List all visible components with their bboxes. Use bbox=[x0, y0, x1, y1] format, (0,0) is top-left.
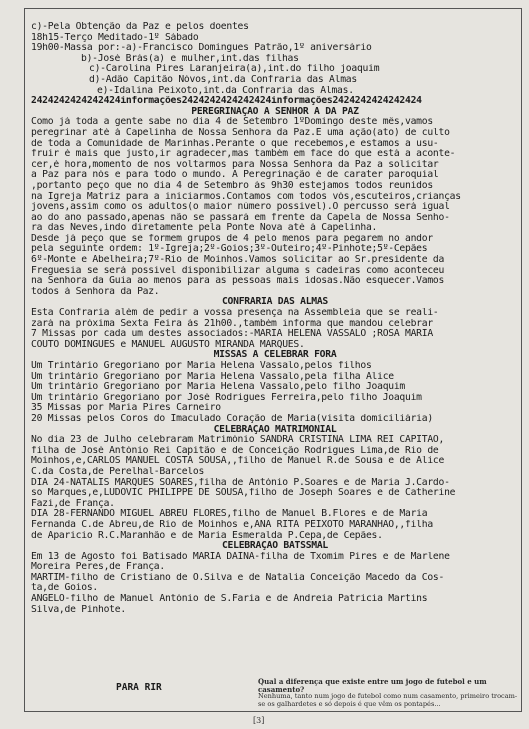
text-line: ANGELO-filho de Manuel António de S.Faria e de Andreia Patricia Martins bbox=[31, 594, 428, 605]
text-line: Em 13 de Agosto foi Batisado MARIA DAINA-filha de Txomim Pires e de Marlene bbox=[31, 551, 450, 562]
text-line: na Senhora da Guia ao menos para as pessoas mais idosas.Não esquecer.Vamos bbox=[31, 276, 445, 287]
text-line: 2424242424242424informações2424242424242424informações2424242424242424 bbox=[31, 96, 422, 107]
text-line: Um trintário Gregoriano por José Rodrigues Ferreira,pelo filho Joaquim bbox=[31, 392, 422, 403]
text-line: COUTO DOMINGUES e MANUEL AUGUSTO MIRANDA MARQUES. bbox=[31, 339, 305, 350]
text-line: Moreira Peres,de França. bbox=[31, 562, 165, 573]
text-line: pela seguinte ordem: 1º-Igreja;2º-Goios;3º-Outeiro;4º-Pinhote;5º-Cepães bbox=[31, 244, 428, 255]
text-line: d)-Adão Capitão Nóvos,int.da Confraria das Almas bbox=[89, 74, 357, 85]
text-line: Silva,de Pinhote. bbox=[31, 604, 126, 615]
text-line: Fazi,de França. bbox=[31, 498, 115, 509]
text-line: 6º-Monte e Abelheira;7º-Rio de Moinhos.Vamos solicitar ao Sr.presidente da bbox=[31, 255, 445, 266]
text-line: de Aparicio R.C.Maranhão e de Maria Esmeralda P.Cepa,de Cepães. bbox=[31, 530, 383, 541]
section-heading: MISSAS A CELEBRAR FORA bbox=[213, 350, 337, 361]
section-heading: PEREGRINAÇÃO À SENHOR A DA PAZ bbox=[191, 106, 359, 117]
text-line: Desde já peço que se formem grupos de 4 pelo menos para pegarem no andor bbox=[31, 233, 433, 244]
text-line: Como já toda a gente sabe no dia 4 de Setembro 1ºDomingo deste mês,vamos bbox=[31, 117, 433, 128]
section-heading: CELEBRAÇÃO BATSSMAL bbox=[221, 541, 329, 552]
section-heading: CONFRARIA DAS ALMAS bbox=[221, 297, 329, 308]
text-line: peregrinar até à Capelinha de Nossa Senhora da Paz.É uma ação(ato) de culto bbox=[31, 127, 450, 138]
joke-question: Qual a diferença que existe entre um jogo de futebol e um casamento? bbox=[258, 677, 487, 694]
text-line: todos à Senhora da Paz. bbox=[31, 286, 160, 297]
text-line: Moinhos,e,CARLOS MANUEL COSTA SOUSA,,filho de Manuel R.de Sousa e de Alice bbox=[31, 456, 445, 467]
text-line: 7 Missas por cada um destes associados:-MARIA HELENA VASSALO ;ROSA MARIA bbox=[31, 329, 433, 340]
text-line: ra das Neves,indo diretamente pela Ponte Nova até à Capelinha. bbox=[31, 223, 378, 234]
text-line: cer,é hora,momento de nos voltarmos para Nossa Senhora da Paz a solicitar bbox=[31, 159, 439, 170]
text-line: fruir é mais que justo,ir agradecer,mas também em face do que está a aconte- bbox=[31, 149, 456, 160]
footer-area bbox=[31, 677, 519, 708]
joke-box bbox=[258, 678, 518, 708]
text-line: Um trintário Gregoriano por Maria Helena Vassalo,pela filha Alice bbox=[31, 371, 394, 382]
page-number: [3] bbox=[253, 716, 265, 725]
text-line: jovens,assim como os adultos(o maior número possivel).O percusso será igual bbox=[31, 202, 450, 213]
text-line: zará na próxima Sexta Feira às 21h00.,também informa que mandou celebrar bbox=[31, 318, 433, 329]
text-line: DIA 28-FERNANDO MIGUEL ABREU FLORES,filho de Manuel B.Flores e de Maria bbox=[31, 509, 428, 520]
text-line: Freguesia se será possivel disponibilizar alguma s cadeiras como aconteceu bbox=[31, 265, 445, 276]
text-line: na Igreja Matriz para a iniciarmos.Contamos com todos vós,escuteiros,crianças bbox=[31, 191, 461, 202]
text-line: 20 Missas pelos Coros do Imaculado Coração de Maria(visita domiciliária) bbox=[31, 413, 433, 424]
text-line: Um trintário Gregoriano por Maria Helena Vassalo,pelo filho Joaquim bbox=[31, 382, 406, 393]
text-line: Esta Confraria além de pedir a vossa presença na Assembleia que se reali- bbox=[31, 308, 439, 319]
section-heading: CELEBRAÇÃO MATRIMONIAL bbox=[213, 424, 337, 435]
text-line: No dia 23 de Julho celebraram Matrimónio SANDRA CRISTINA LIMA REI CAPITÃO, bbox=[31, 435, 445, 446]
text-line: ,portanto peço que no dia 4 de Setembro às 9h30 estejamos todos reunidos bbox=[31, 180, 433, 191]
text-line: c)-Carolina Pires Laranjeira(a),int.do filho joaquim bbox=[89, 64, 380, 75]
text-line: a Paz para nós e para todo o mundo. A Peregrinação é de carater paroquial bbox=[31, 170, 439, 181]
bulletin-body bbox=[31, 22, 519, 615]
text-line: C.da Costa,de Perelhal-Barcelos bbox=[31, 466, 205, 477]
text-line: e)-Idalina Peixoto,int.da Confraria das Almas. bbox=[97, 85, 354, 96]
para-rir-heading: PARA RIR bbox=[116, 682, 162, 693]
text-line: filha de José António Rei Capitão e de Conceição Rodrigues Lima,de Rio de bbox=[31, 445, 439, 456]
text-line: DIA 24-NATALIS MARQUES SOARES,filha de António P.Soares e de Maria J.Cardo- bbox=[31, 477, 450, 488]
joke-answer: Nenhuma, tanto num jogo de futebol como num casamento, primeiro trocam-se os galhardetes e só depois é que vêm os pontapés... bbox=[258, 692, 518, 708]
text-line: 19h00-Massa por:-a)-Francisco Domingues Patrão,1º aniversário bbox=[31, 43, 372, 54]
text-line: de toda a Comunidade de Marinhas.Perante o que recebemos,e estamos a usu- bbox=[31, 138, 439, 149]
text-line: ta,de Goios. bbox=[31, 583, 98, 594]
text-line: 35 Missas por Maria Pires Carneiro bbox=[31, 403, 221, 414]
text-line: Um Trintário Gregoriano por Maria Helena Vassalo,pelos filhos bbox=[31, 361, 372, 371]
text-line: so Marques,e,LUDOVIC PHILIPPE DE SOUSA,filho de Joseph Soares e de Catherine bbox=[31, 488, 456, 499]
text-line: b)-José Brás(a) e mulher,int.das filhas bbox=[81, 53, 299, 64]
text-line: Fernanda C.de Abreu,de Rio de Moinhos e,ANA RITA PEIXOTO MARANHÃO,,filha bbox=[31, 519, 433, 530]
text-line: c)-Pela Obtenção da Paz e pelos doentes bbox=[31, 22, 249, 32]
text-line: ao do ano passado,apenas não se passará em frente da Capela de Nossa Senho- bbox=[31, 212, 450, 223]
text-line: MARTIM-filho de Cristiano de O.Silva e de Natalia Conceição Macedo da Cos- bbox=[31, 572, 445, 583]
text-line: 18h15-Terço Meditado-1º Sábado bbox=[31, 32, 199, 43]
